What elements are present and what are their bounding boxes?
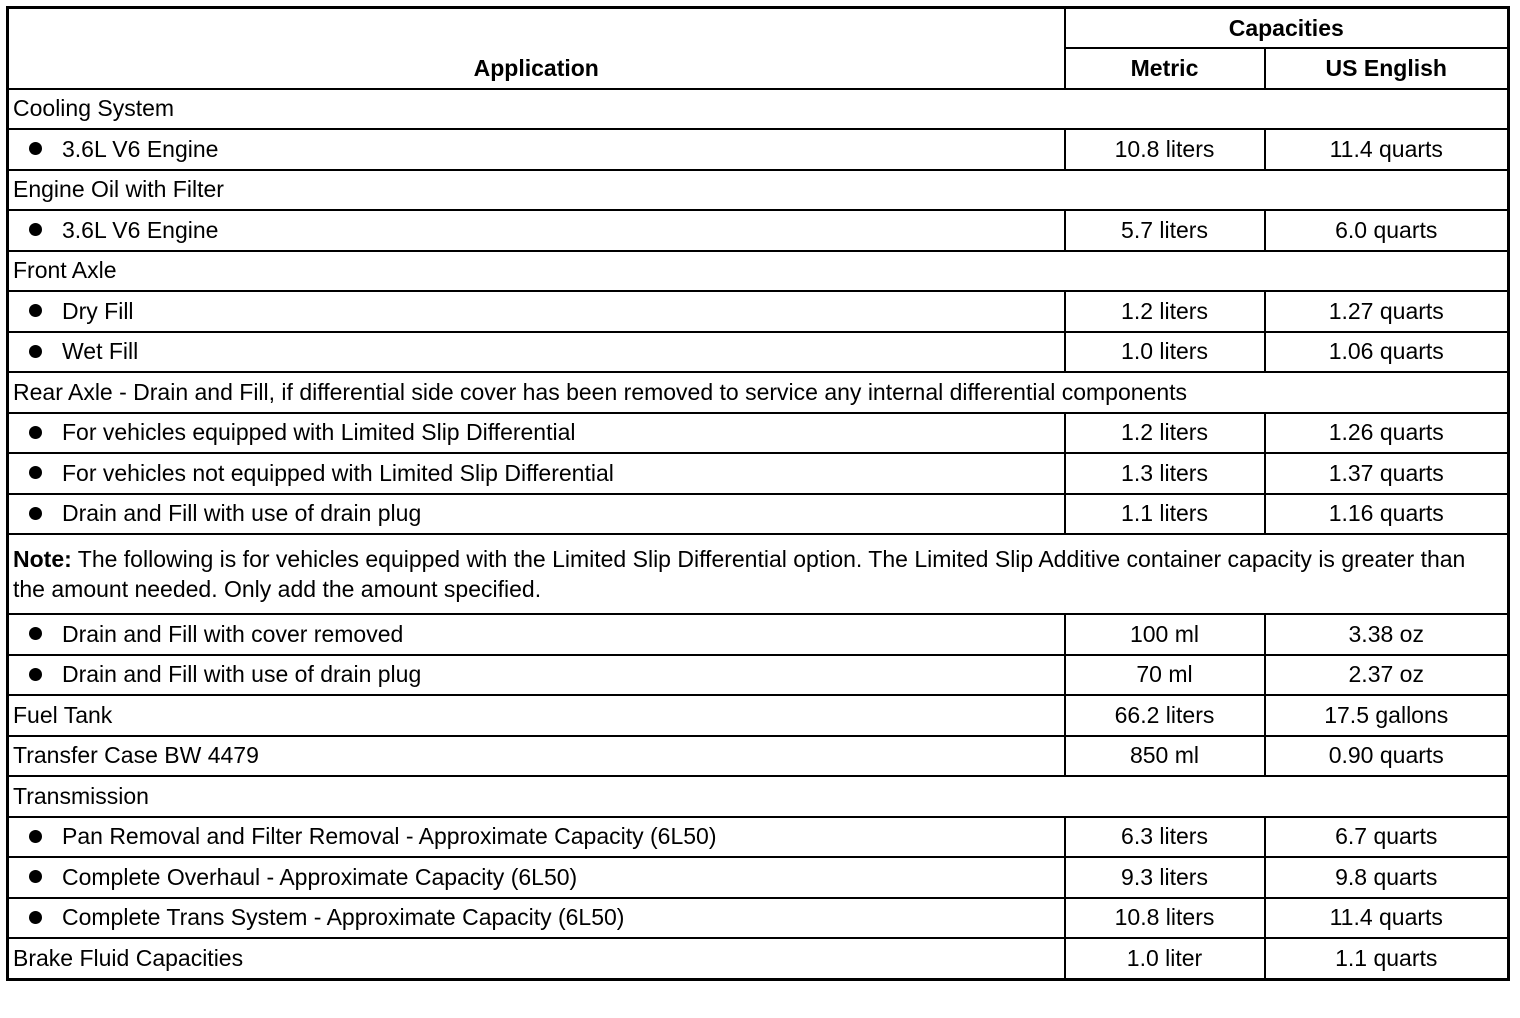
item-label: Drain and Fill with cover removed <box>62 620 404 647</box>
table-row <box>8 291 1509 332</box>
table-row <box>8 453 1509 494</box>
item-label: For vehicles not equipped with Limited Slip Differential <box>62 459 614 486</box>
item-label-cell <box>8 291 1065 332</box>
bullet-icon <box>29 627 42 640</box>
bullet-icon <box>29 668 42 681</box>
metric-value: 70 ml <box>1065 655 1265 696</box>
bullet-icon <box>29 466 42 479</box>
table-row <box>8 372 1509 413</box>
bullet-icon <box>29 911 42 924</box>
table-row <box>8 817 1509 858</box>
item-label-cell <box>8 332 1065 373</box>
metric-value: 5.7 liters <box>1065 210 1265 251</box>
table-row <box>8 695 1509 736</box>
item-label-cell <box>8 898 1065 939</box>
bullet-icon <box>29 507 42 520</box>
item-label-cell <box>8 413 1065 454</box>
us-english-value: 1.16 quarts <box>1265 494 1509 535</box>
metric-value: 1.2 liters <box>1065 291 1265 332</box>
section-label: Rear Axle - Drain and Fill, if differential side cover has been removed to service any internal differential components <box>8 372 1509 413</box>
table-row <box>8 938 1509 979</box>
us-english-value: 6.7 quarts <box>1265 817 1509 858</box>
us-english-value: 17.5 gallons <box>1265 695 1509 736</box>
item-label: 3.6L V6 Engine <box>62 216 219 243</box>
item-label: For vehicles equipped with Limited Slip Differential <box>62 419 576 446</box>
us-english-value: 9.8 quarts <box>1265 857 1509 898</box>
table-row <box>8 89 1509 130</box>
bullet-icon <box>29 426 42 439</box>
metric-value: 66.2 liters <box>1065 695 1265 736</box>
item-label-cell <box>8 129 1065 170</box>
table-row <box>8 210 1509 251</box>
capacities-table-container <box>6 6 1510 981</box>
metric-value: 850 ml <box>1065 736 1265 777</box>
metric-value: 10.8 liters <box>1065 129 1265 170</box>
section-label: Engine Oil with Filter <box>8 170 1509 211</box>
metric-value: 1.0 liter <box>1065 938 1265 979</box>
us-english-value: 1.26 quarts <box>1265 413 1509 454</box>
item-label-cell <box>8 494 1065 535</box>
us-english-value: 3.38 oz <box>1265 614 1509 655</box>
metric-value: 1.3 liters <box>1065 453 1265 494</box>
metric-value: 1.1 liters <box>1065 494 1265 535</box>
metric-value: 1.2 liters <box>1065 413 1265 454</box>
item-label: Wet Fill <box>62 338 139 365</box>
capacities-table <box>6 6 1510 981</box>
item-label: Complete Overhaul - Approximate Capacity (6L50) <box>62 863 578 890</box>
item-label: 3.6L V6 Engine <box>62 135 219 162</box>
item-label-cell <box>8 857 1065 898</box>
bullet-icon <box>29 223 42 236</box>
us-english-header: US English <box>1265 48 1509 89</box>
bullet-icon <box>29 870 42 883</box>
metric-header: Metric <box>1065 48 1265 89</box>
header-row-top <box>8 8 1509 49</box>
bullet-icon <box>29 142 42 155</box>
table-row <box>8 494 1509 535</box>
table-row <box>8 332 1509 373</box>
application-label: Brake Fluid Capacities <box>8 938 1065 979</box>
us-english-value: 1.06 quarts <box>1265 332 1509 373</box>
table-row <box>8 857 1509 898</box>
table-row <box>8 170 1509 211</box>
item-label-cell <box>8 655 1065 696</box>
us-english-value: 6.0 quarts <box>1265 210 1509 251</box>
bullet-icon <box>29 345 42 358</box>
us-english-value: 11.4 quarts <box>1265 898 1509 939</box>
section-label: Transmission <box>8 776 1509 817</box>
capacities-header: Capacities <box>1065 8 1509 49</box>
table-row <box>8 736 1509 777</box>
item-label: Drain and Fill with use of drain plug <box>62 500 422 527</box>
item-label: Drain and Fill with use of drain plug <box>62 661 422 688</box>
item-label-cell <box>8 614 1065 655</box>
note-text: The following is for vehicles equipped with the Limited Slip Differential option. The Limited Slip Additive container capacity is greater than the amount needed. Only add the amount specified. <box>13 546 1466 602</box>
metric-value: 100 ml <box>1065 614 1265 655</box>
table-row <box>8 776 1509 817</box>
table-row <box>8 251 1509 292</box>
table-row <box>8 534 1509 614</box>
table-row <box>8 129 1509 170</box>
item-label-cell <box>8 453 1065 494</box>
section-label: Cooling System <box>8 89 1509 130</box>
table-body <box>8 89 1509 980</box>
table-row <box>8 614 1509 655</box>
bullet-icon <box>29 304 42 317</box>
application-label: Transfer Case BW 4479 <box>8 736 1065 777</box>
item-label-cell <box>8 817 1065 858</box>
section-label: Front Axle <box>8 251 1509 292</box>
metric-value: 6.3 liters <box>1065 817 1265 858</box>
us-english-value: 1.27 quarts <box>1265 291 1509 332</box>
item-label: Dry Fill <box>62 297 134 324</box>
table-row <box>8 655 1509 696</box>
us-english-value: 11.4 quarts <box>1265 129 1509 170</box>
application-label: Fuel Tank <box>8 695 1065 736</box>
metric-value: 9.3 liters <box>1065 857 1265 898</box>
metric-value: 10.8 liters <box>1065 898 1265 939</box>
item-label: Pan Removal and Filter Removal - Approximate Capacity (6L50) <box>62 823 717 850</box>
application-header: Application <box>8 8 1065 89</box>
item-label: Complete Trans System - Approximate Capacity (6L50) <box>62 904 625 931</box>
us-english-value: 1.1 quarts <box>1265 938 1509 979</box>
bullet-icon <box>29 830 42 843</box>
table-row <box>8 413 1509 454</box>
metric-value: 1.0 liters <box>1065 332 1265 373</box>
table-row <box>8 898 1509 939</box>
us-english-value: 1.37 quarts <box>1265 453 1509 494</box>
item-label-cell <box>8 210 1065 251</box>
note-cell <box>8 534 1509 614</box>
us-english-value: 2.37 oz <box>1265 655 1509 696</box>
note-prefix: Note: <box>13 546 72 572</box>
us-english-value: 0.90 quarts <box>1265 736 1509 777</box>
